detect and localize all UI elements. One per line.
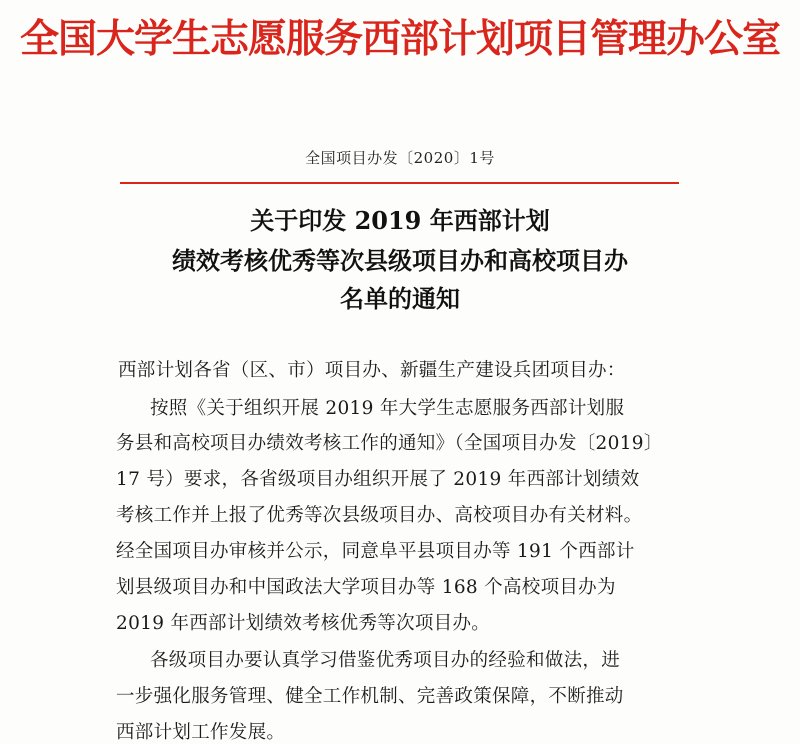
notice-title-line-2: 绩效考核优秀等次县级项目办和高校项目办 bbox=[172, 246, 628, 275]
salutation-line: 西部计划各省（区、市）项目办、新疆生产建设兵团项目办： bbox=[118, 360, 626, 381]
body-line: 经全国项目办审核并公示，同意阜平县项目办等 191 个西部计 bbox=[116, 541, 635, 562]
body-line: 西部计划工作发展。 bbox=[116, 722, 286, 743]
body-line: 按照《关于组织开展 2019 年大学生志愿服务西部计划服 bbox=[150, 398, 625, 419]
body-line: 务县和高校项目办绩效考核工作的通知》（全国项目办发〔2019〕 bbox=[116, 433, 663, 454]
body-line: 考核工作并上报了优秀等次县级项目办、高校项目办有关材料。 bbox=[116, 505, 643, 526]
notice-title-line-3: 名单的通知 bbox=[340, 284, 460, 313]
body-line: 划县级项目办和中国政法大学项目办等 168 个高校项目办为 bbox=[116, 577, 616, 598]
body-line: 2019 年西部计划绩效考核优秀等次项目办。 bbox=[116, 613, 491, 634]
issuing-office-header: 全国大学生志愿服务西部计划项目管理办公室 bbox=[19, 16, 780, 62]
document-number: 全国项目办发〔2020〕1号 bbox=[305, 149, 495, 167]
body-line: 各级项目办要认真学习借鉴优秀项目办的经验和做法，进 bbox=[150, 650, 621, 671]
body-line: 17 号）要求，各省级项目办组织开展了 2019 年西部计划绩效 bbox=[116, 469, 640, 490]
body-line: 一步强化服务管理、健全工作机制、完善政策保障，不断推动 bbox=[116, 686, 624, 707]
notice-title-line-1: 关于印发 2019 年西部计划 bbox=[250, 206, 550, 235]
red-divider-line bbox=[120, 182, 679, 184]
